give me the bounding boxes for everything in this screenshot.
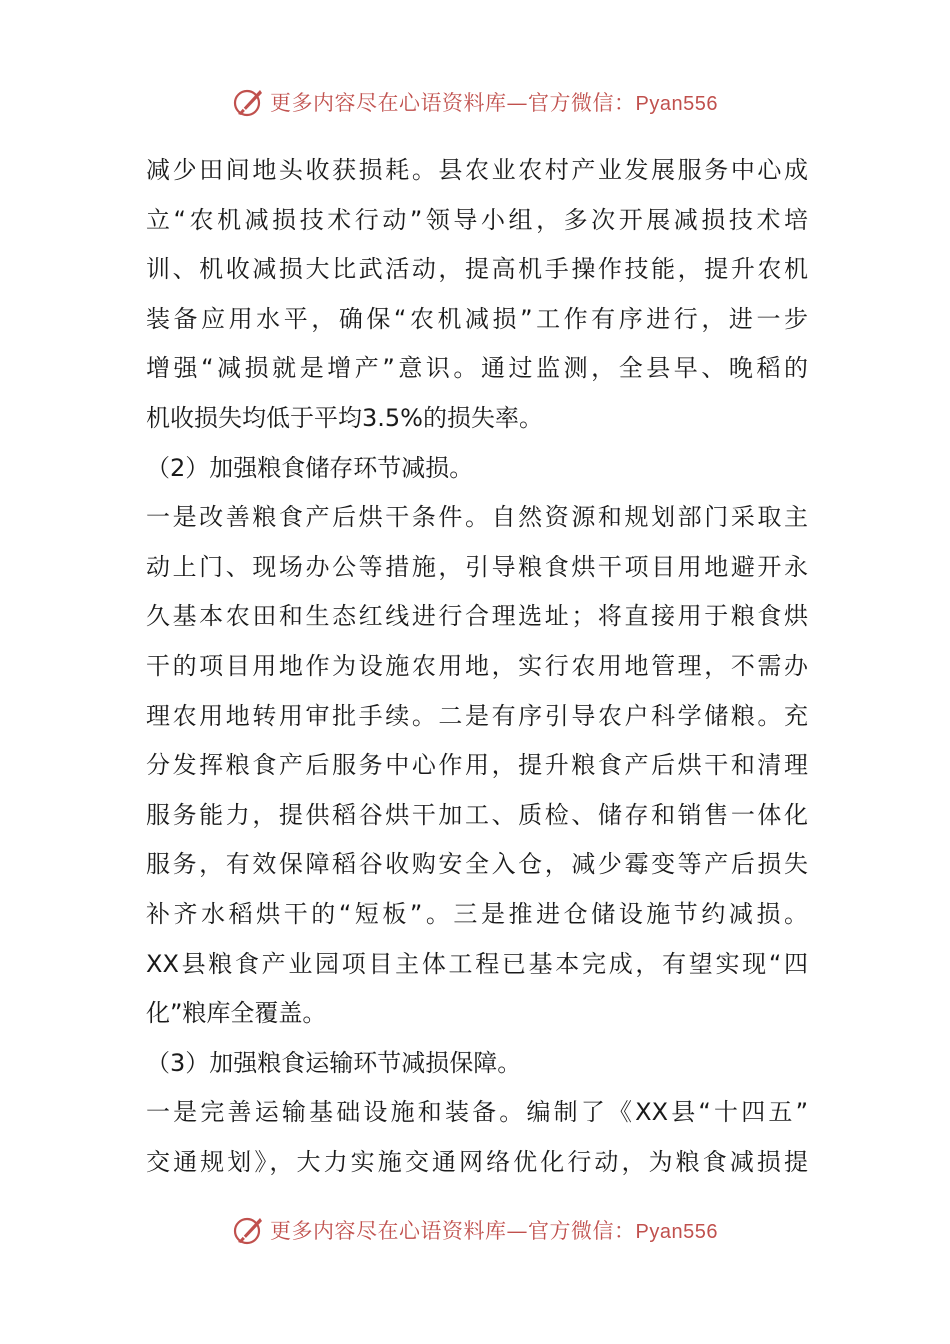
header-banner [0, 82, 950, 122]
text-line: 一是完善运输基础设施和装备。编制了《XX县“十四五” [146, 1098, 808, 1127]
document-body [146, 146, 808, 1187]
banner-text: 更多内容尽在心语资料库—官方微信：Pyan556 [270, 91, 718, 115]
footer-banner [0, 1210, 950, 1250]
text-line: 理农用地转用审批手续。二是有序引导农户科学储粮。充 [146, 701, 808, 730]
wechat-id: Pyan556 [635, 93, 718, 115]
wechat-id: Pyan556 [635, 1221, 718, 1243]
text-line: 减少田间地头收获损耗。县农业农村产业发展服务中心成 [146, 156, 808, 184]
text-line: 训、机收减损大比武活动，提高机手操作技能，提升农机 [146, 255, 808, 284]
text-line: 装备应用水平，确保“农机减损”工作有序进行，进一步 [146, 304, 808, 333]
text-line: 交通规划》，大力实施交通网络优化行动，为粮食减损提 [146, 1147, 808, 1176]
text-line: 分发挥粮食产后服务中心作用，提升粮食产后烘干和清理 [146, 751, 808, 780]
banner-text: 更多内容尽在心语资料库—官方微信：Pyan556 [270, 1219, 718, 1243]
quill-logo-icon [232, 1213, 266, 1247]
text-line: 干的项目用地作为设施农用地，实行农用地管理，不需办 [146, 651, 808, 680]
text-line: 补齐水稻烘干的“短板”。三是推进仓储设施节约减损。 [146, 899, 808, 928]
text-line: 增强“减损就是增产”意识。通过监测，全县早、晚稻的 [146, 354, 808, 383]
text-line: 服务，有效保障稻谷收购安全入仓，减少霉变等产后损失 [146, 850, 808, 879]
text-line: XX县粮食产业园项目主体工程已基本完成，有望实现“四 [146, 949, 808, 978]
text-line: 一是改善粮食产后烘干条件。自然资源和规划部门采取主 [146, 503, 808, 532]
text-line: 机收损失均低于平均3.5%的损失率。 [146, 403, 543, 432]
text-line: 立“农机减损技术行动”领导小组，多次开展减损技术培 [146, 205, 808, 234]
text-line: （3）加强粮食运输环节减损保障。 [146, 1048, 522, 1077]
text-line: （2）加强粮食储存环节减损。 [146, 453, 474, 482]
text-line: 久基本农田和生态红线进行合理选址；将直接用于粮食烘 [146, 602, 808, 631]
text-line: 服务能力，提供稻谷烘干加工、质检、储存和销售一体化 [146, 800, 808, 829]
text-line: 化”粮库全覆盖。 [146, 999, 327, 1028]
text-line: 动上门、现场办公等措施，引导粮食烘干项目用地避开永 [146, 552, 808, 581]
quill-logo-icon [232, 85, 266, 119]
